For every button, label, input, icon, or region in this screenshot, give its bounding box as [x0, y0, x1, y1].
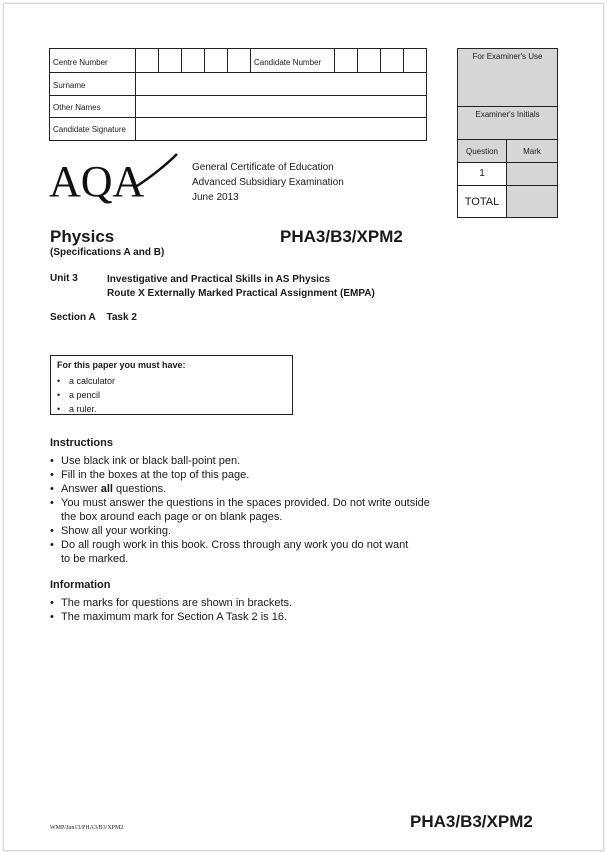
- list-item: • Do all rough work in this book. Cross through any work you do not want: [50, 539, 409, 551]
- examiners-use-box: [457, 48, 558, 218]
- question-column-header: Question: [458, 140, 507, 163]
- signature-label: Candidate Signature: [53, 125, 126, 134]
- information-list: [50, 596, 292, 624]
- list-item: the box around each page or on blank pages.: [61, 511, 283, 523]
- materials-list: [57, 374, 115, 416]
- section-task: Section A Task 2: [50, 312, 137, 323]
- unit-description: [107, 273, 375, 301]
- list-item: • The maximum mark for Section A Task 2 is 16.: [50, 611, 287, 623]
- specification-note: (Specifications A and B): [50, 247, 165, 258]
- surname-row: [50, 73, 426, 96]
- centre-number-label: Centre Number: [53, 58, 108, 67]
- examiners-use-header: For Examiner's Use: [458, 49, 557, 107]
- list-item: to be marked.: [61, 553, 129, 565]
- list-item: • Use black ink or black ball-point pen.: [50, 455, 241, 467]
- paper-code: PHA3/B3/XPM2: [280, 227, 403, 246]
- total-mark-cell: [507, 186, 557, 217]
- list-item: • a calculator: [57, 376, 116, 386]
- list-item: • Fill in the boxes at the top of this page.: [50, 469, 250, 481]
- other-names-row: [50, 96, 426, 118]
- signature-row: [50, 118, 426, 140]
- aqa-logo: [49, 152, 179, 204]
- exam-info-date: June 2013: [192, 192, 239, 203]
- footer-reference: WMP/Jun13/PHA3/B3/XPM2: [50, 825, 124, 831]
- list-item: • Answer all questions.: [50, 483, 167, 495]
- other-names-label: Other Names: [53, 103, 101, 112]
- unit-label: Unit 3: [50, 273, 78, 284]
- surname-label: Surname: [53, 81, 86, 90]
- unit-title-line2: Route X Externally Marked Practical Assignment (EMPA): [107, 288, 375, 299]
- list-item: • You must answer the questions in the spaces provided. Do not write outside: [50, 497, 430, 509]
- list-item: • a pencil: [57, 390, 101, 400]
- unit-title-line1: Investigative and Practical Skills in AS Physics: [107, 274, 331, 285]
- exam-info-line2: Advanced Subsidiary Examination: [192, 177, 344, 188]
- mark-column-header: Mark: [507, 140, 557, 163]
- question-1-cell: 1: [458, 163, 507, 186]
- question-1-mark-cell: [507, 163, 557, 186]
- aqa-logo-mark: [49, 152, 179, 204]
- centre-candidate-row: [50, 49, 426, 73]
- instructions-list: [50, 454, 430, 566]
- information-heading: Information: [50, 579, 111, 591]
- footer-paper-code: PHA3/B3/XPM2: [410, 812, 533, 831]
- exam-info-line1: General Certificate of Education: [192, 162, 334, 173]
- list-item: • The marks for questions are shown in brackets.: [50, 597, 293, 609]
- materials-box: [50, 355, 293, 415]
- list-item: • a ruler.: [57, 404, 97, 414]
- instructions-heading: Instructions: [50, 437, 113, 449]
- aqa-logo-text: AQA: [49, 157, 145, 204]
- candidate-details-box: [49, 48, 427, 141]
- materials-heading: For this paper you must have:: [57, 360, 186, 370]
- examiners-initials-label: Examiner's Initials: [458, 107, 557, 140]
- candidate-number-label: Candidate Number: [254, 58, 322, 67]
- list-item: • Show all your working.: [50, 525, 172, 537]
- subject-title: Physics: [50, 227, 115, 246]
- total-label: TOTAL: [458, 186, 507, 217]
- exam-info: [192, 160, 344, 205]
